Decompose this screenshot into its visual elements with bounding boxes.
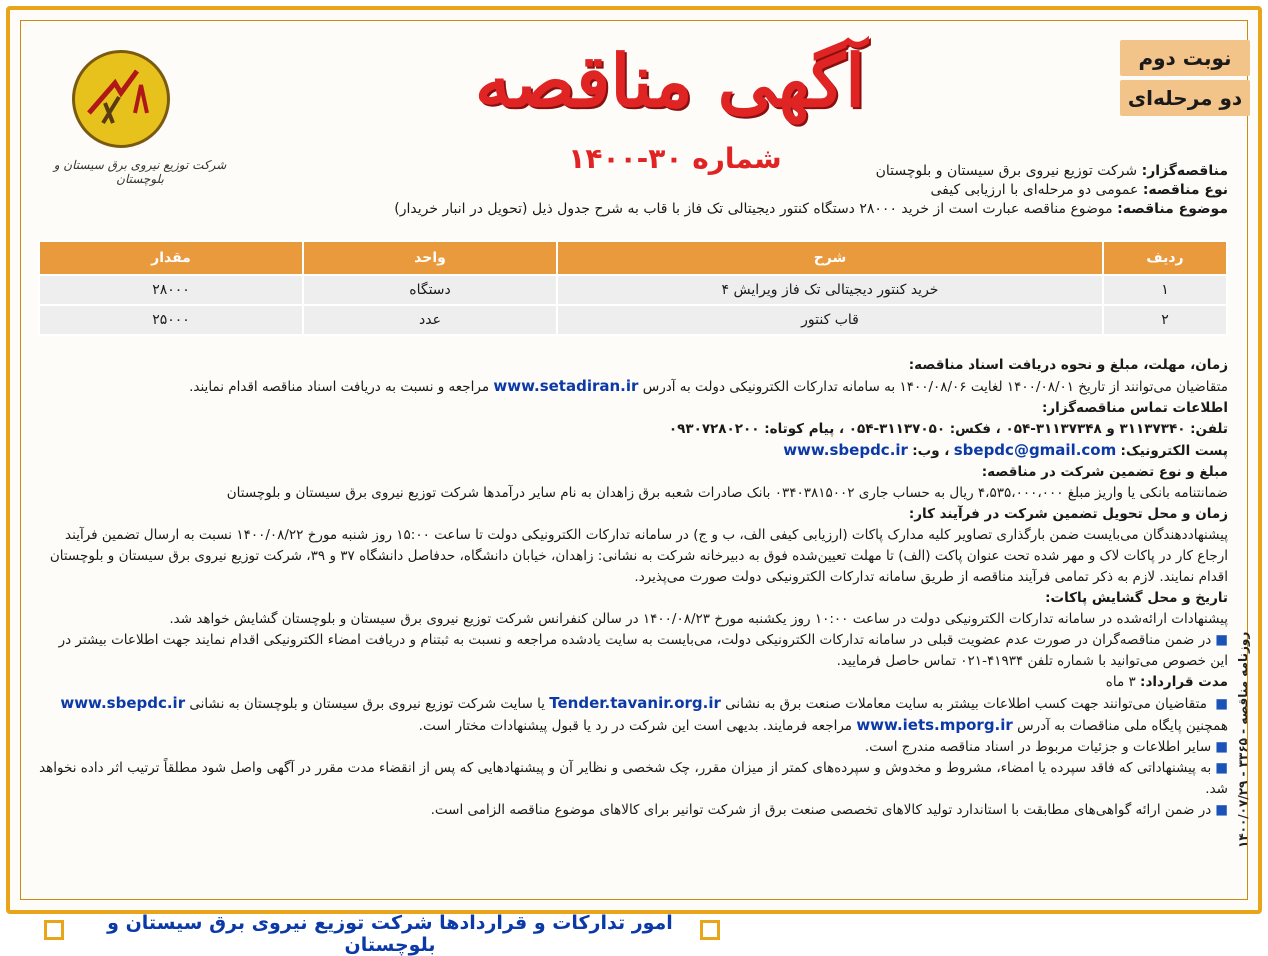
bullet-square-icon: ■ xyxy=(1215,632,1228,648)
contact-web xyxy=(38,440,1228,462)
section-title: تاریخ و محل گشایش پاکات: xyxy=(1045,590,1228,606)
website-link[interactable]: www.sbepdc.ir xyxy=(783,441,908,459)
power-company-logo-icon xyxy=(72,50,170,148)
cell: دستگاه xyxy=(303,275,557,305)
headline: آگهی مناقصه xyxy=(474,38,866,123)
field-subject xyxy=(48,201,1228,217)
bullet-square-icon: ■ xyxy=(1215,739,1228,755)
items-table xyxy=(38,240,1228,336)
table-row xyxy=(39,275,1227,305)
section-text xyxy=(38,376,1228,398)
section-title: زمان و محل تحویل تضمین شرکت در فرآیند کار: xyxy=(908,506,1228,522)
field-label: مناقصه‌گزار: xyxy=(1141,163,1228,179)
section-title: مبلغ و نوع تضمین شرکت در مناقصه: xyxy=(981,464,1228,480)
bullet-square-icon: ■ xyxy=(1215,802,1228,818)
field-label: نوع مناقصه: xyxy=(1142,182,1228,198)
iets-link[interactable]: www.iets.mporg.ir xyxy=(856,716,1013,734)
col-unit: واحد xyxy=(303,241,557,275)
cell: عدد xyxy=(303,305,557,335)
cell: قاب کنتور xyxy=(557,305,1103,335)
table-row xyxy=(39,305,1227,335)
bullet-square-icon: ■ xyxy=(1215,696,1228,712)
cell: ۱ xyxy=(1103,275,1227,305)
footer-signature: امور تدارکات و قراردادها شرکت توزیع نیروی برق سیستان و بلوچستان xyxy=(107,912,673,956)
note-item: ■به پیشنهاداتی که فاقد سپرده یا امضاء، مشروط و مخدوش و سپرده‌های کمتر از میزان مقرر، چک شخصی و نظایر آن و پیشنهادهایی که پس از انقضاء مدت مقرر در آگهی واصل شود مطلقاً ترتیب اثر داده نخواهد شد. xyxy=(39,760,1228,797)
sbepdc-link[interactable]: www.sbepdc.ir xyxy=(60,694,186,712)
field-value: شرکت توزیع نیروی برق سیستان و بلوچستان xyxy=(875,163,1138,179)
notice-body xyxy=(38,355,1228,821)
cell: خرید کنتور دیجیتالی تک فاز ویرایش ۴ xyxy=(557,275,1103,305)
web-label: ، وب: xyxy=(912,443,950,459)
note-item: ■در ضمن ارائه گواهی‌های مطابقت با استاندارد تولید کالاهای تخصصی صنعت برق از شرکت توانیر برای کالاهای موضوع مناقصه الزامی است. xyxy=(430,802,1228,818)
cell: ۲۸۰۰۰ xyxy=(39,275,303,305)
tender-tavanir-link[interactable]: Tender.tavanir.org.ir xyxy=(549,694,721,712)
field-value: موضوع مناقصه عبارت است از خرید ۲۸۰۰۰ دستگاه کنتور دیجیتالی تک فاز با قاب به شرح جدول ذیل (تحویل در انبار خریدار) xyxy=(394,201,1113,217)
cell: ۲ xyxy=(1103,305,1227,335)
field-label: موضوع مناقصه: xyxy=(1117,201,1228,217)
section-title: زمان، مهلت، مبلغ و نحوه دریافت اسناد مناقصه: xyxy=(908,357,1228,373)
section-text: پیشنهاددهندگان می‌بایست ضمن بارگذاری تصاویر کلیه مدارک پاکات (ارزیابی کیفی الف، ب و ج) در سامانه تدارکات الکترونیکی دولت تا ساعت ۱۵:۰۰ روز شنبه مورخ ۱۴۰۰/۰۸/۲۲ نسبت به ارسال تضمین فرآیند ارجاع کار در پاکات لاک و مهر شده تحت عنوان پاکت (الف) تا مهلت تعیین‌شده فوق به دبیرخانه شرکت به نشانی: زاهدان، خیابان دانشگاه، حدفاصل دانشگاه ۳۷ و ۳۹، شرکت توزیع نیروی برق سیستان و بلوچستان اقدام نمایند. لازم به ذکر تمامی فرآیند مناقصه از طریق سامانه تدارکات الکترونیکی دولت صورت می‌پذیرد. xyxy=(49,527,1228,585)
text: متقاضیان می‌توانند از تاریخ ۱۴۰۰/۰۸/۰۱ لغایت ۱۴۰۰/۰۸/۰۶ به سامانه تدارکات الکترونیکی دولت به آدرس xyxy=(642,379,1228,395)
note-item: ■ متقاضیان می‌توانند جهت کسب اطلاعات بیشتر به سایت معاملات صنعت برق به نشانی Tender.tavanir.org.ir یا سایت شرکت توزیع نیروی برق سیستان و بلوچستان به نشانی www.sbepdc.ir همچنین پایگاه ملی مناقصات به آدرس www.iets.mporg.ir مراجعه فرمایند. بدیهی است این شرکت در رد یا قبول پیشنهادات مختار است. xyxy=(60,694,1228,734)
logo-company-name: شرکت توزیع نیروی برق سیستان و بلوچستان xyxy=(53,158,227,186)
section-text: ضمانتنامه بانکی یا واریز مبلغ ۴،۵۳۵،۰۰۰،۰۰۰ ریال به حساب جاری ۰۳۴۰۳۸۱۵۰۰۲ بانک صادرات شعبه برق زاهدان به نام سایر درآمدها شرکت توزیع نیروی برق سیستان و بلوچستان xyxy=(226,485,1228,501)
text: مراجعه و نسبت به دریافت اسناد مناقصه اقدام نمایند. xyxy=(189,379,490,395)
field-tender-type xyxy=(48,182,1228,198)
duration-value: ۳ ماه xyxy=(1105,674,1136,690)
field-tenderer xyxy=(48,163,1228,179)
section-title: اطلاعات تماس مناقصه‌گزار: xyxy=(1042,400,1228,416)
round-label: نوبت دوم xyxy=(1120,40,1250,76)
stage-label: دو مرحله‌ای xyxy=(1120,80,1250,116)
contact-phone: تلفن: ۳۱۱۳۷۳۴۰ و ۳۱۱۳۷۳۴۸-۰۵۴ ، فکس: ۳۱۱۳۷۰۵۰-۰۵۴ ، پیام کوتاه: ۰۹۳۰۷۲۸۰۲۰۰ xyxy=(668,421,1228,437)
email-label: پست الکترونیک: xyxy=(1120,443,1228,459)
round-badge xyxy=(1120,40,1250,120)
table-header-row xyxy=(39,241,1227,275)
col-quantity: مقدار xyxy=(39,241,303,275)
contract-duration xyxy=(38,672,1228,693)
tender-number: شماره ۳۰-۱۴۰۰ xyxy=(568,142,782,175)
newspaper-sidebar: روزنامه مناقصه - ۳۳۶۵ - ۱۴۰۰/۰۷/۲۹ xyxy=(1236,631,1250,849)
col-row: ردیف xyxy=(1103,241,1227,275)
col-description: شرح xyxy=(557,241,1103,275)
duration-label: مدت قرارداد: xyxy=(1140,674,1228,690)
notice-frame xyxy=(6,6,1262,914)
section-text: پیشنهادات ارائه‌شده در سامانه تدارکات الکترونیکی دولت در ساعت ۱۰:۰۰ روز یکشنبه مورخ ۱۴۰۰/۰۸/۲۳ در سالن کنفرانس شرکت توزیع نیروی برق سیستان و بلوچستان گشایش خواهد شد. xyxy=(169,611,1228,627)
field-value: عمومی دو مرحله‌ای با ارزیابی کیفی xyxy=(930,182,1139,198)
note-item: ■سایر اطلاعات و جزئیات مربوط در اسناد مناقصه مندرج است. xyxy=(864,739,1228,755)
email-link[interactable]: sbepdc@gmail.com xyxy=(953,441,1117,459)
tender-fields xyxy=(48,160,1228,220)
note-item: ■در ضمن مناقصه‌گران در صورت عدم عضویت قبلی در سامانه تدارکات الکترونیکی دولت، می‌بایست به سایت یادشده مراجعه و نسبت به ثبتنام و دریافت امضاء الکترونیکی اقدام نمایند جهت اطلاعات بیشتر در این خصوص می‌توانید با شماره تلفن ۴۱۹۳۴-۰۲۱ تماس حاصل فرمایید. xyxy=(58,632,1228,669)
setadiran-link[interactable]: www.setadiran.ir xyxy=(493,377,639,395)
bullet-square-icon: ■ xyxy=(1215,760,1228,776)
footer-square-icon xyxy=(700,920,720,940)
cell: ۲۵۰۰۰ xyxy=(39,305,303,335)
